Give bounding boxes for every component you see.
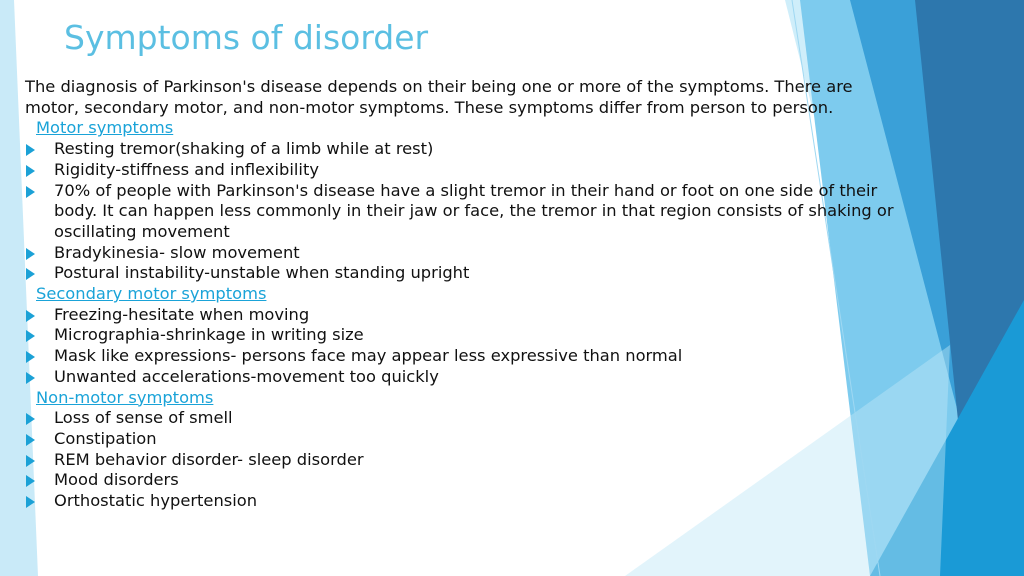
bullet-text: Micrographia-shrinkage in writing size <box>54 325 364 345</box>
bullet-text: Orthostatic hypertension <box>54 491 258 511</box>
bullet-text: Mask like expressions- persons face may appear less expressive than normal <box>54 346 683 366</box>
bullet-arrow-icon <box>26 413 35 425</box>
section-heading-motor-symptoms[interactable]: Motor symptoms <box>36 118 174 138</box>
bullet-arrow-icon <box>26 268 35 280</box>
section-heading-secondary-motor-symptoms[interactable]: Secondary motor symptoms <box>36 284 267 304</box>
bullet-item <box>25 429 895 450</box>
bullet-item <box>25 470 895 491</box>
bullet-item <box>25 367 895 388</box>
slide-title: Symptoms of disorder <box>64 18 429 57</box>
bullet-text: Postural instability-unstable when standing upright <box>54 263 470 283</box>
bullet-item <box>25 325 895 346</box>
intro-paragraph: The diagnosis of Parkinson's disease depends on their being one or more of the symptoms. There are motor, secondary motor, and non-motor symptoms. These symptoms differ from person to person. <box>25 77 853 117</box>
bullet-item <box>25 139 895 160</box>
bullet-arrow-icon <box>26 144 35 156</box>
bullet-arrow-icon <box>26 310 35 322</box>
bullet-text: 70% of people with Parkinson's disease have a slight tremor in their hand or foot on one side of their body. It can happen less commonly in their jaw or face, the tremor in that region consists of shaking or oscillating movement <box>54 180 894 241</box>
bullet-list-non-motor-symptoms <box>25 408 895 512</box>
bullet-item <box>25 305 895 326</box>
bullet-arrow-icon <box>26 434 35 446</box>
slide-content <box>25 77 895 512</box>
bullet-text: REM behavior disorder- sleep disorder <box>54 449 364 469</box>
bullet-item <box>25 181 895 243</box>
bullet-arrow-icon <box>26 455 35 467</box>
bullet-arrow-icon <box>26 351 35 363</box>
bullet-item <box>25 491 895 512</box>
bullet-arrow-icon <box>26 330 35 342</box>
bullet-item <box>25 160 895 181</box>
bullet-text: Freezing-hesitate when moving <box>54 304 310 324</box>
symptom-sections <box>25 118 895 511</box>
bullet-arrow-icon <box>26 186 35 198</box>
bullet-list-motor-symptoms <box>25 139 895 284</box>
bullet-item <box>25 450 895 471</box>
bullet-arrow-icon <box>26 496 35 508</box>
bullet-text: Resting tremor(shaking of a limb while at rest) <box>54 139 434 159</box>
bullet-arrow-icon <box>26 165 35 177</box>
bullet-text: Loss of sense of smell <box>54 408 233 428</box>
bullet-text: Bradykinesia- slow movement <box>54 242 300 262</box>
section-heading-non-motor-symptoms[interactable]: Non-motor symptoms <box>36 387 214 407</box>
bullet-list-secondary-motor-symptoms <box>25 305 895 388</box>
bullet-arrow-icon <box>26 475 35 487</box>
bullet-text: Unwanted accelerations-movement too quickly <box>54 366 439 386</box>
bullet-text: Constipation <box>54 428 157 448</box>
bullet-text: Rigidity-stiffness and inflexibility <box>54 159 319 179</box>
bullet-item <box>25 243 895 264</box>
bullet-item <box>25 346 895 367</box>
bullet-item <box>25 408 895 429</box>
bullet-arrow-icon <box>26 372 35 384</box>
bullet-text: Mood disorders <box>54 470 179 490</box>
bullet-item <box>25 263 895 284</box>
bullet-arrow-icon <box>26 248 35 260</box>
